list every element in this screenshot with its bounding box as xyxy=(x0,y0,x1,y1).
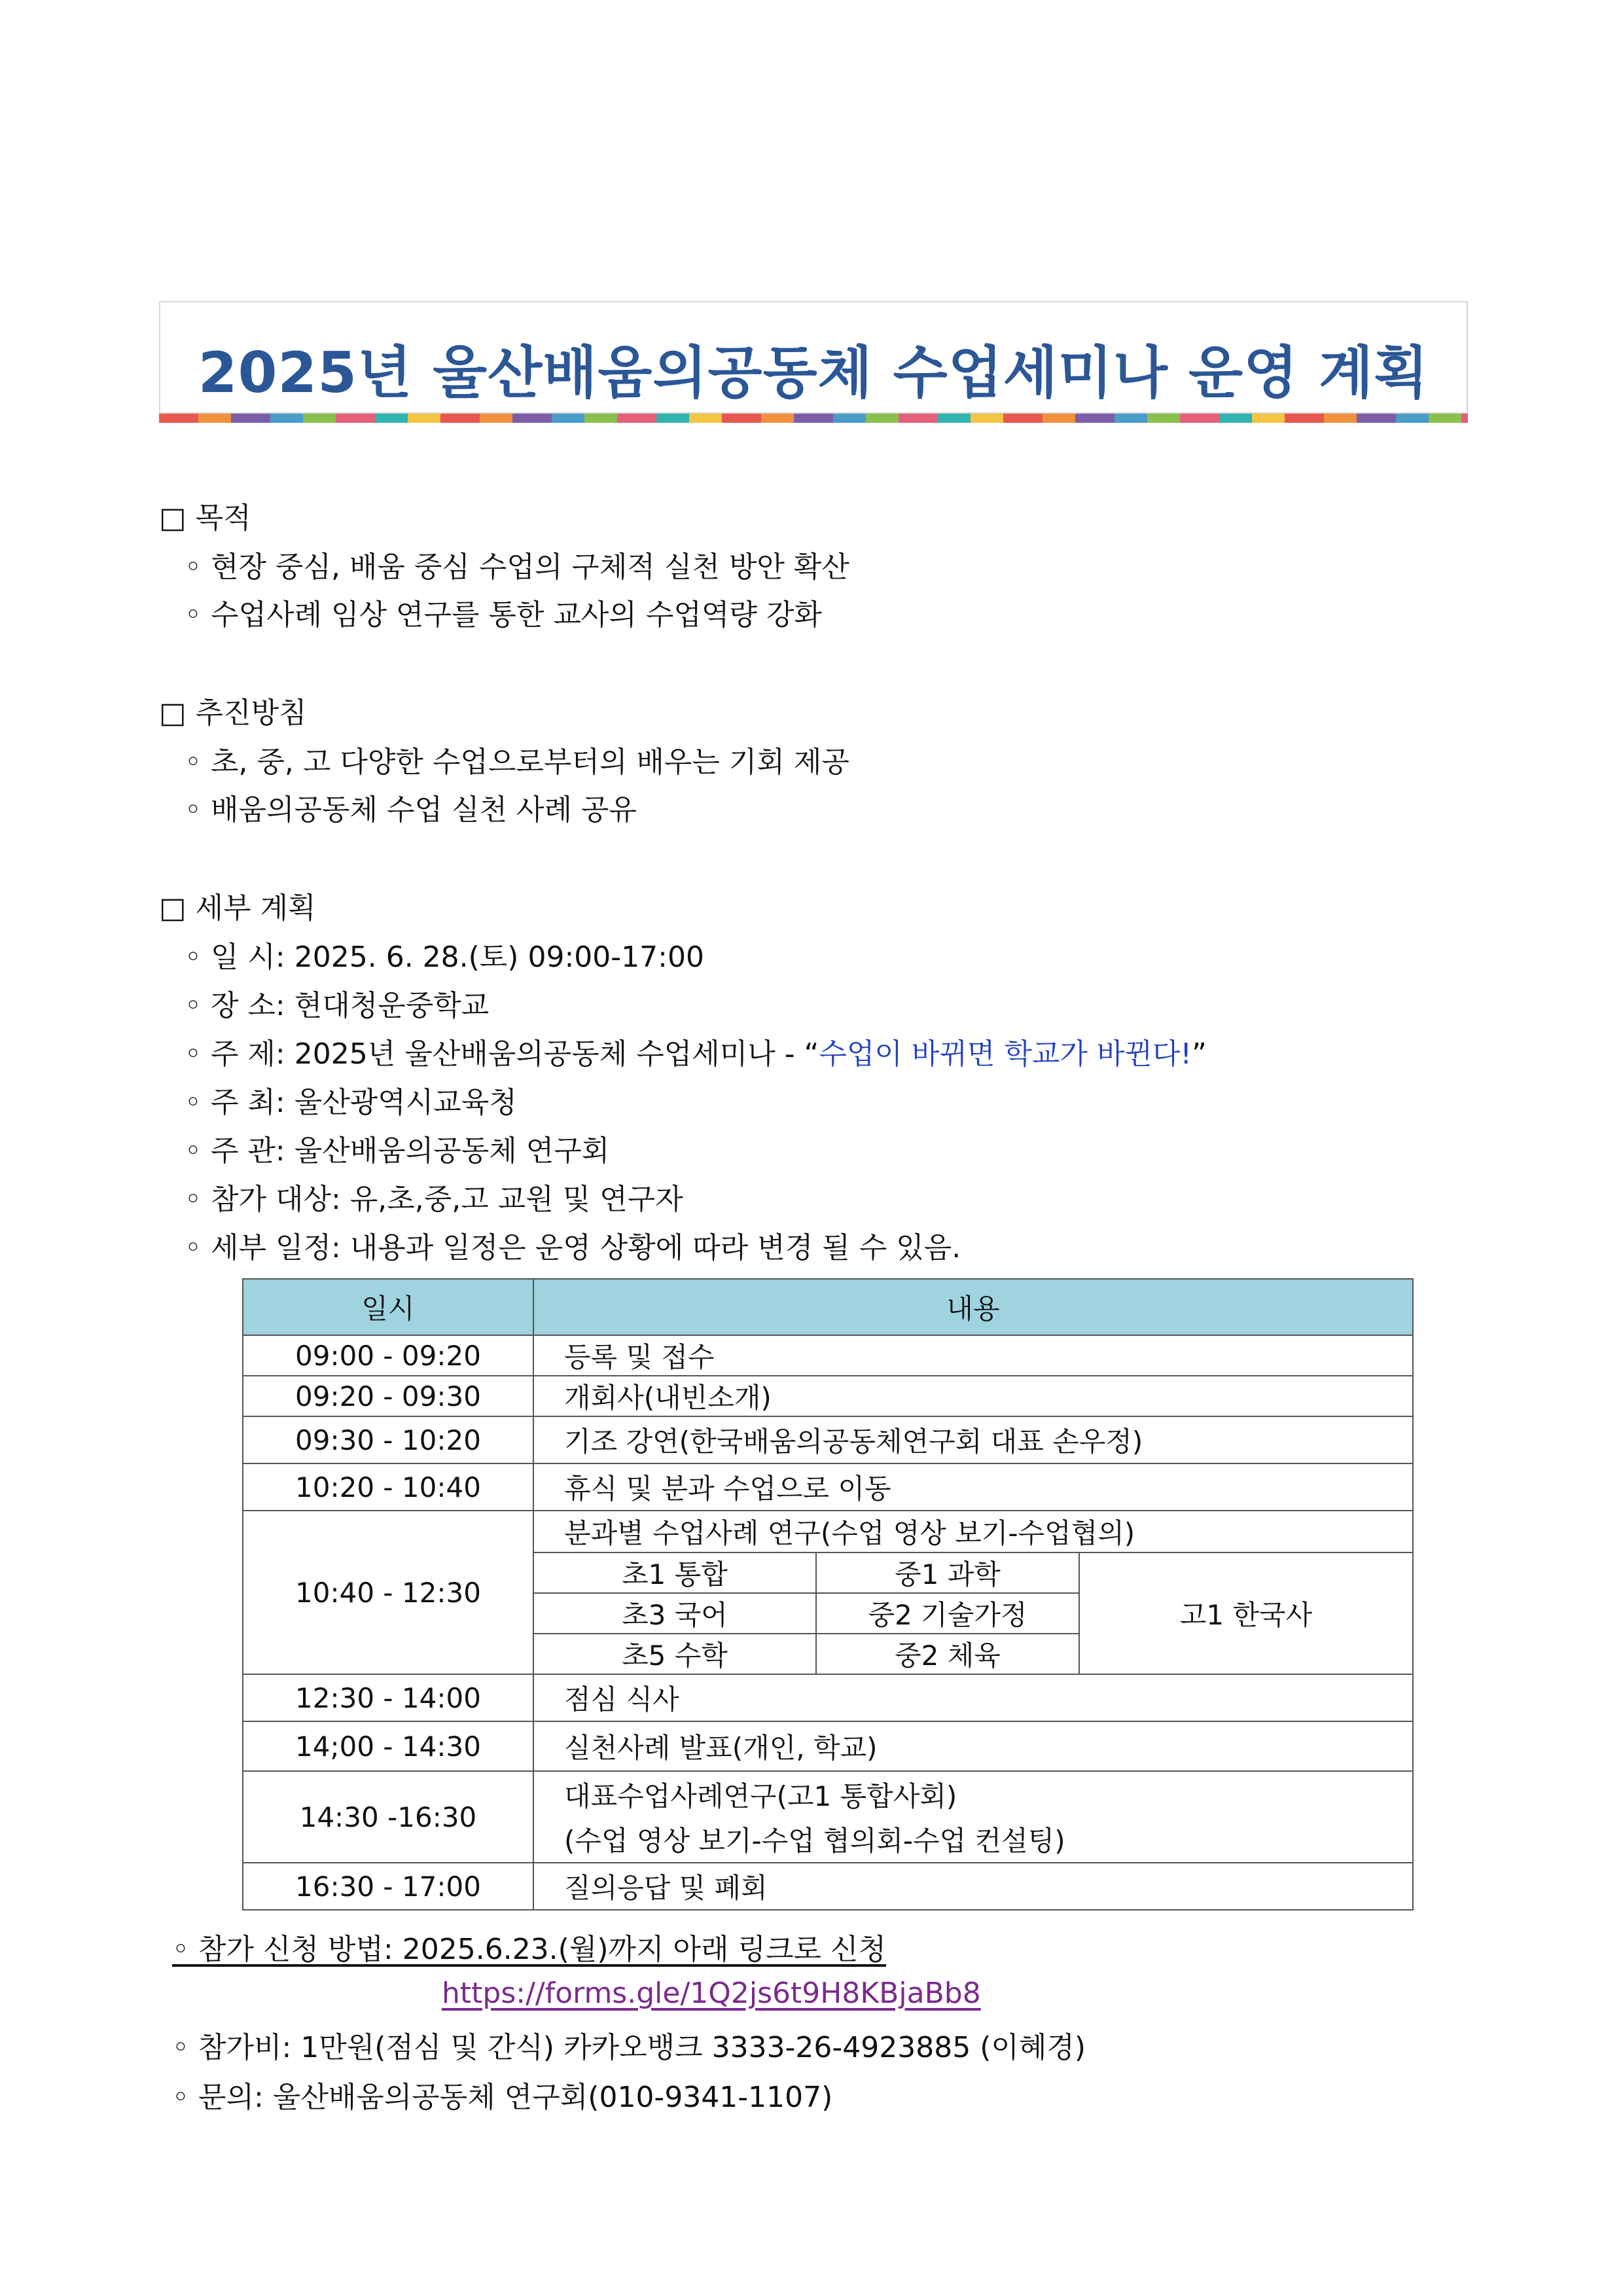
header-content: 내용 xyxy=(533,1279,1413,1335)
row-time: 09:30 - 10:20 xyxy=(243,1416,533,1463)
rep-line-1: 대표수업사례연구(고1 통합사회) xyxy=(564,1780,957,1812)
section-heading-purpose: □ 목적 xyxy=(159,501,251,535)
table-row xyxy=(243,1863,1413,1910)
row-time: 09:00 - 09:20 xyxy=(243,1335,533,1376)
breakout-middle-3: 중2 체육 xyxy=(816,1634,1079,1674)
table-row xyxy=(243,1376,1413,1416)
header-time: 일시 xyxy=(243,1279,533,1335)
row-content: 개회사(내빈소개) xyxy=(533,1376,1413,1416)
breakout-title: 분과별 수업사례 연구(수업 영상 보기-수업협의) xyxy=(533,1511,1413,1552)
footer-contact: ◦ 문의: 울산배움의공동체 연구회(010-9341-1107) xyxy=(172,2081,833,2114)
breakout-time: 10:40 - 12:30 xyxy=(243,1511,533,1674)
detail-schedule-note: ◦ 세부 일정: 내용과 일정은 운영 상황에 따라 변경 될 수 있음. xyxy=(185,1231,961,1265)
table-row xyxy=(243,1335,1413,1376)
row-content: 등록 및 접수 xyxy=(533,1335,1413,1376)
rep-line-2: (수업 영상 보기-수업 협의회-수업 컨설팅) xyxy=(564,1825,1065,1857)
row-content: 점심 식사 xyxy=(533,1674,1413,1721)
row-time: 09:20 - 09:30 xyxy=(243,1376,533,1416)
breakout-elementary-1: 초1 통합 xyxy=(533,1552,816,1593)
footer-apply: ◦ 참가 신청 방법: 2025.6.23.(월)까지 아래 링크로 신청 xyxy=(172,1933,886,1966)
breakout-middle-1: 중1 과학 xyxy=(816,1552,1079,1593)
row-content: 기조 강연(한국배움의공동체연구회 대표 손우정) xyxy=(533,1416,1413,1463)
row-content: 휴식 및 분과 수업으로 이동 xyxy=(533,1463,1413,1511)
closing-time: 16:30 - 17:00 xyxy=(243,1863,533,1910)
title-box xyxy=(159,301,1468,414)
table-row xyxy=(243,1463,1413,1511)
purpose-item-1: ◦ 현장 중심, 배움 중심 수업의 구체적 실천 방안 확산 xyxy=(185,550,849,584)
breakout-elementary-2: 초3 국어 xyxy=(533,1593,816,1634)
detail-organizer: ◦ 주 관: 울산배움의공동체 연구회 xyxy=(185,1134,610,1168)
detail-audience: ◦ 참가 대상: 유,초,중,고 교원 및 연구자 xyxy=(185,1183,683,1216)
detail-place: ◦ 장 소: 현대청운중학교 xyxy=(185,989,490,1022)
table-row xyxy=(243,1674,1413,1721)
row-time: 10:20 - 10:40 xyxy=(243,1463,533,1511)
row-time: 12:30 - 14:00 xyxy=(243,1674,533,1721)
section-heading-policy: □ 추진방침 xyxy=(159,696,307,730)
table-row xyxy=(243,1416,1413,1463)
closing-content: 질의응답 및 폐회 xyxy=(533,1863,1413,1910)
policy-item-2: ◦ 배움의공동체 수업 실천 사례 공유 xyxy=(185,793,637,827)
title-decorative-stripe xyxy=(159,414,1468,423)
theme-suffix: ” xyxy=(1192,1037,1207,1071)
table-row-breakout xyxy=(243,1511,1413,1552)
section-heading-detail: □ 세부 계획 xyxy=(159,891,316,925)
purpose-item-2: ◦ 수업사례 임상 연구를 통한 교사의 수업역량 강화 xyxy=(185,598,822,632)
row-time: 14;00 - 14:30 xyxy=(243,1721,533,1771)
breakout-high-1: 고1 한국사 xyxy=(1079,1552,1413,1674)
footer-link[interactable]: https://forms.gle/1Q2js6t9H8KBjaBb8 xyxy=(442,1977,981,2010)
detail-date: ◦ 일 시: 2025. 6. 28.(토) 09:00-17:00 xyxy=(185,941,704,974)
row-content: 실천사례 발표(개인, 학교) xyxy=(533,1721,1413,1771)
breakout-elementary-3: 초5 수학 xyxy=(533,1634,816,1674)
footer-fee: ◦ 참가비: 1만원(점심 및 간식) 카카오뱅크 3333-26-4923885 (이혜경) xyxy=(172,2031,1086,2064)
policy-item-1: ◦ 초, 중, 고 다양한 수업으로부터의 배우는 기회 제공 xyxy=(185,745,849,779)
breakout-middle-2: 중2 기술가정 xyxy=(816,1593,1079,1634)
schedule-table xyxy=(242,1278,1414,1910)
detail-theme xyxy=(185,1030,1207,1072)
rep-time: 14:30 -16:30 xyxy=(243,1771,533,1863)
table-header-row xyxy=(243,1279,1413,1335)
table-row xyxy=(243,1721,1413,1771)
detail-host: ◦ 주 최: 울산광역시교육청 xyxy=(185,1086,517,1119)
table-row-representative xyxy=(243,1771,1413,1863)
theme-highlight: 수업이 바뀌면 학교가 바뀐다! xyxy=(819,1037,1192,1071)
theme-prefix: ◦ 주 제: 2025년 울산배움의공동체 수업세미나 - “ xyxy=(185,1037,819,1071)
document-title: 2025년 울산배움의공동체 수업세미나 운영 계획 xyxy=(198,340,1429,406)
rep-content xyxy=(533,1771,1413,1863)
